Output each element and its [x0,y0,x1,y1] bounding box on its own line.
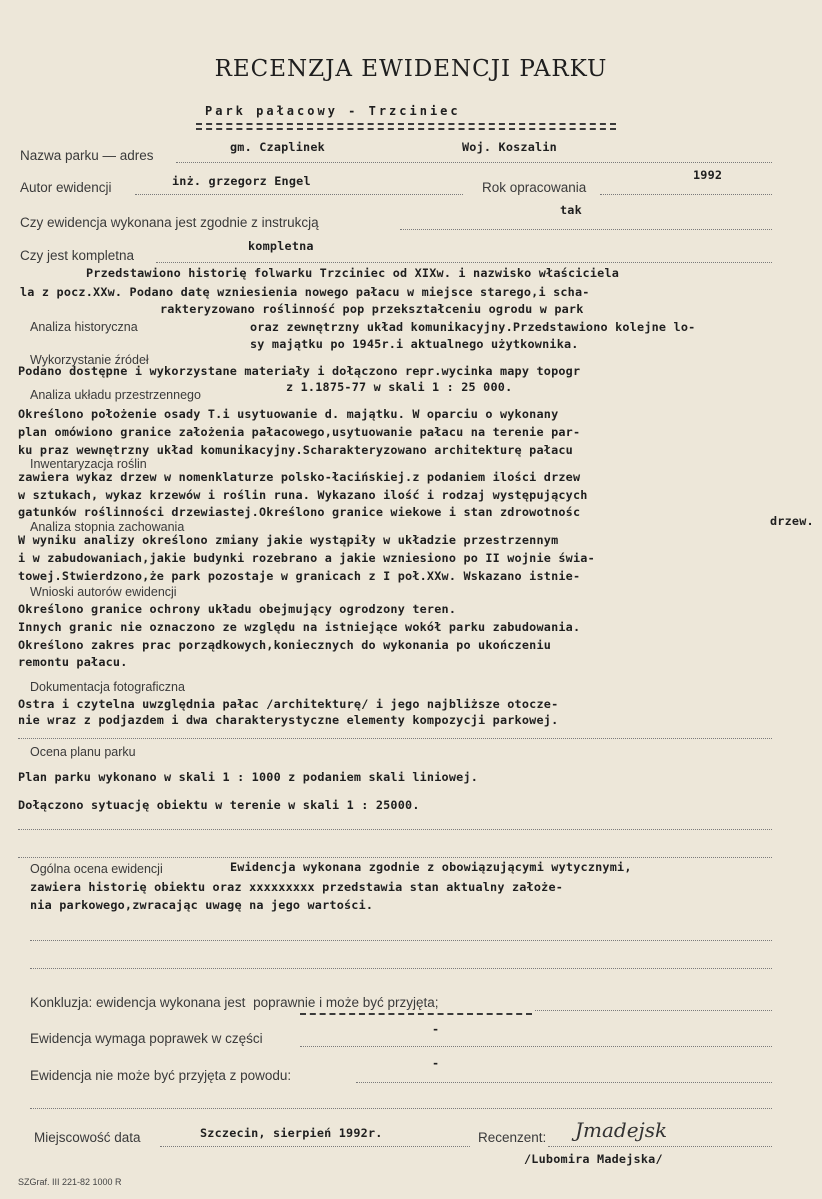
recenzent-dots [548,1146,772,1147]
nie-moze-value: - [432,1056,440,1070]
park-name-underline-2 [196,128,616,130]
nie-moze-dots-2 [30,1108,772,1109]
ogolna-line-1: Ewidencja wykonana zgodnie z obowiązującymi wytycznymi, [230,860,632,874]
rok-line [600,194,772,195]
inw-line-4: drzew. [770,514,814,528]
instrukcja-value: tak [560,203,582,217]
inw-line-3: gatunków roślinności drzewiastej.Określono granice wiekowe i stan zdrowotnośc [18,505,581,519]
hist-line-1: Przedstawiono historię folwarku Trzciniec od XIXw. i nazwisko właściciela [86,266,620,280]
konkluzja-prefix: Konkluzja: ewidencja wykonana jest [30,995,246,1010]
konkluzja-rest: poprawnie i może być przyjęta; [253,995,439,1010]
ogolna-ocena-label: Ogólna ocena ewidencji [30,862,163,876]
ogolna-dots-2 [30,968,772,969]
ogolna-line-3: nia parkowego,zwracając uwagę na jego wartości. [30,898,374,912]
ocena-planu-label: Ocena planu parku [30,745,136,759]
konkluzja-underline [300,1013,532,1015]
kompletna-line [156,262,772,263]
plan-line-1: Plan parku wykonano w skali 1 : 1000 z podaniem skali liniowej. [18,770,479,784]
plan-line-dots-1 [18,829,772,830]
zach-line-2: i w zabudowaniach,jakie budynki rozebrano a jakie wzniesiono po II wojnie świa- [18,551,595,565]
wnioski-line-2: Innych granic nie oznaczono ze względu na istniejące wokół parku zabudowania. [18,620,581,634]
plan-line-dots-2 [18,857,772,858]
konkluzja-dots [535,1010,772,1011]
kompletna-label: Czy jest kompletna [20,248,135,263]
zrodla-label: Wykorzystanie źródeł [30,353,149,367]
wnioski-label: Wnioski autorów ewidencji [30,585,177,599]
autor-line [135,194,463,195]
recenzent-name: /Lubomira Madejska/ [524,1152,663,1166]
poprawek-value: - [432,1022,440,1036]
nie-moze-label: Ewidencja nie może być przyjęta z powodu: [30,1068,292,1083]
zachowanie-label: Analiza stopnia zachowania [30,520,185,534]
uklad-line-2: plan omówiono granice założenia pałacowego,usytuowanie pałacu na terenie par- [18,425,581,439]
ogolna-dots-1 [30,940,772,941]
analiza-historyczna-label: Analiza historyczna [30,320,138,334]
miejscowosc-label: Miejscowość data [34,1130,141,1145]
rok-label: Rok opracowania [482,180,587,195]
dokumentacja-label: Dokumentacja fotograficzna [30,680,185,694]
miejscowosc-value: Szczecin, sierpień 1992r. [200,1126,383,1140]
wnioski-line-4: remontu pałacu. [18,655,128,669]
zrodla-line-2: z 1.1875-77 w skali 1 : 25 000. [286,380,513,394]
hist-line-5: sy majątku po 1945r.i aktualnego użytkownika. [250,337,579,351]
konkluzja-label [30,995,438,1010]
footer-print-code: SZGraf. III 221-82 1000 R [18,1177,122,1187]
zach-line-1: W wyniku analizy określono zmiany jakie wystąpiły w układzie przestrzennym [18,533,559,547]
uklad-line-3: ku praz wewnętrzny układ komunikacyjny.Scharakteryzowano architekturę pałacu [18,443,573,457]
autor-value: inż. grzegorz Engel [172,174,311,188]
nie-moze-dots [356,1082,772,1083]
poprawek-label: Ewidencja wymaga poprawek w części [30,1031,263,1046]
plan-line-2: Dołączono sytuację obiektu w terenie w skali 1 : 25000. [18,798,420,812]
zach-line-3: towej.Stwierdzono,że park pozostaje w granicach z I poł.XXw. Wskazano istnie- [18,569,581,583]
nazwa-parku-line [176,162,772,163]
nazwa-parku-gmina: gm. Czaplinek [230,140,325,154]
dok-line-2: nie wraz z podjazdem i dwa charakterystyczne elementy kompozycji parkowej. [18,713,559,727]
instrukcja-line [400,229,772,230]
uklad-line-1: Określono położenie osady T.i usytuowanie d. majątku. W oparciu o wykonany [18,407,559,421]
zrodla-line-1: Podano dostępne i wykorzystane materiały i dołączono repr.wycinka mapy topogr [18,364,581,378]
inw-line-2: w sztukach, wykaz krzewów i roślin runa. Wykazano ilość i rodzaj występujących [18,488,588,502]
inwentaryzacja-label: Inwentaryzacja roślin [30,457,147,471]
hist-line-4: oraz zewnętrzny układ komunikacyjny.Przedstawiono kolejne lo- [250,320,696,334]
park-name-line: Park pałacowy - Trzciniec [205,104,461,118]
recenzent-signature: Jmadejsk [575,1118,668,1142]
hist-line-3: rakteryzowano roślinność pop przekształceniu ogrodu w park [160,302,584,316]
hist-line-2: la z pocz.XXw. Podano datę wzniesienia nowego pałacu w miejsce starego,i scha- [20,285,590,299]
recenzent-label: Recenzent: [478,1130,547,1145]
nazwa-parku-label: Nazwa parku — adres [20,148,154,163]
uklad-label: Analiza układu przestrzennego [30,388,201,402]
miejscowosc-dots [160,1146,470,1147]
instrukcja-label: Czy ewidencja wykonana jest zgodnie z instrukcją [20,215,319,230]
inw-line-1: zawiera wykaz drzew w nomenklaturze polsko-łacińskiej.z podaniem ilości drzew [18,470,581,484]
dok-line-dots [18,738,772,739]
form-title: RECENZJA EWIDENCJI PARKU [214,56,608,82]
kompletna-value: kompletna [248,239,314,253]
poprawek-dots [300,1046,772,1047]
autor-label: Autor ewidencji [20,180,112,195]
wnioski-line-1: Określono granice ochrony układu obejmujący ogrodzony teren. [18,602,457,616]
nazwa-parku-woj: Woj. Koszalin [462,140,557,154]
park-name-underline [196,123,616,125]
wnioski-line-3: Określono zakres prac porządkowych,koniecznych do wykonania po ukończeniu [18,638,552,652]
dok-line-1: Ostra i czytelna uwzględnia pałac /architekturę/ i jego najbliższe otocze- [18,697,559,711]
rok-value: 1992 [693,168,723,182]
ogolna-line-2: zawiera historię obiektu oraz xxxxxxxxx przedstawia stan aktualny założe- [30,880,564,894]
